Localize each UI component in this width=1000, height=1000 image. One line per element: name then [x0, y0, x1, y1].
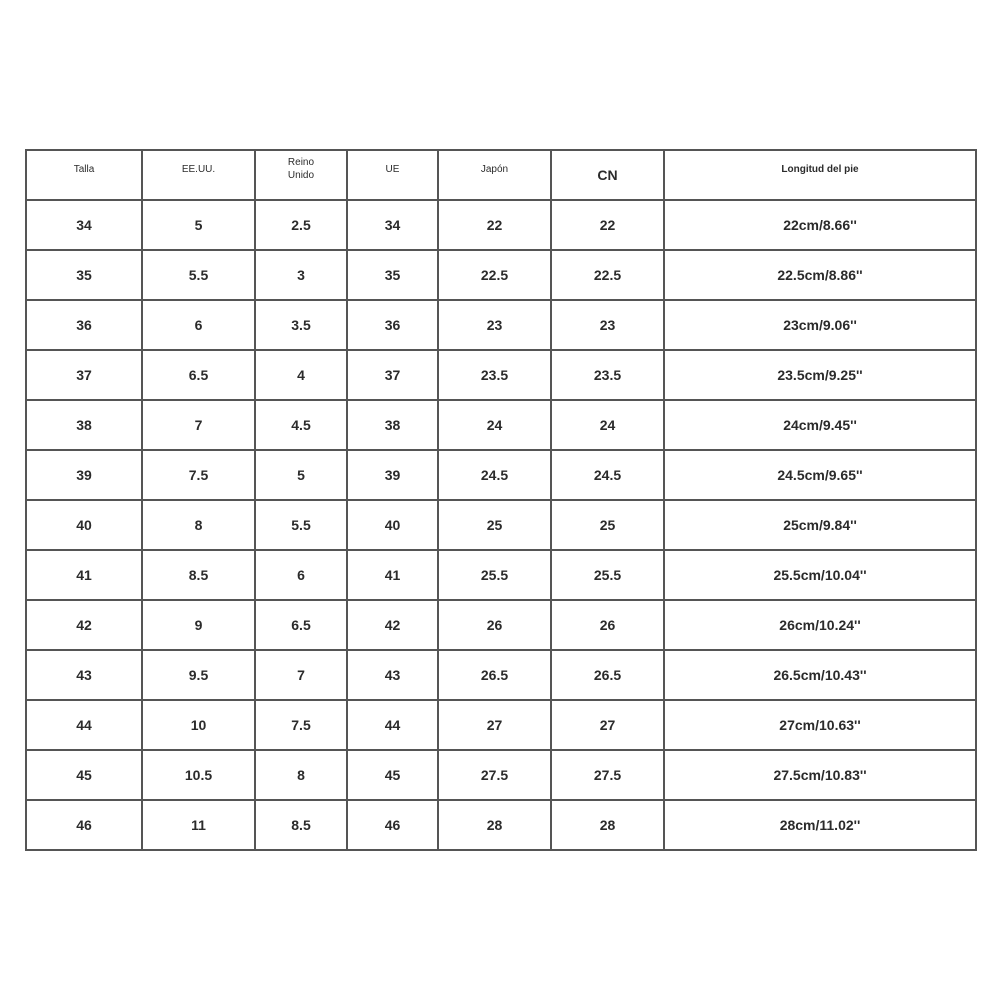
cell-eu: 46 — [347, 800, 438, 850]
cell-cn: 22.5 — [551, 250, 664, 300]
cell-talla: 34 — [26, 200, 142, 250]
cell-eu: 39 — [347, 450, 438, 500]
cell-cn: 27 — [551, 700, 664, 750]
cell-talla: 41 — [26, 550, 142, 600]
cell-uk: 6 — [255, 550, 347, 600]
cell-talla: 39 — [26, 450, 142, 500]
cell-talla: 44 — [26, 700, 142, 750]
cell-eu: 45 — [347, 750, 438, 800]
cell-japan: 28 — [438, 800, 551, 850]
header-eu: UE — [347, 150, 438, 200]
cell-cn: 27.5 — [551, 750, 664, 800]
cell-foot-length: 23.5cm/9.25'' — [664, 350, 976, 400]
cell-cn: 26.5 — [551, 650, 664, 700]
cell-uk: 4 — [255, 350, 347, 400]
table-row — [26, 500, 976, 550]
table-row — [26, 350, 976, 400]
cell-eu: 35 — [347, 250, 438, 300]
cell-eu: 42 — [347, 600, 438, 650]
cell-foot-length: 27.5cm/10.83'' — [664, 750, 976, 800]
cell-eu: 37 — [347, 350, 438, 400]
table-row — [26, 250, 976, 300]
cell-uk: 6.5 — [255, 600, 347, 650]
cell-cn: 24 — [551, 400, 664, 450]
cell-us: 6.5 — [142, 350, 255, 400]
cell-talla: 42 — [26, 600, 142, 650]
cell-foot-length: 26.5cm/10.43'' — [664, 650, 976, 700]
cell-us: 9.5 — [142, 650, 255, 700]
cell-japan: 25 — [438, 500, 551, 550]
header-japan: Japón — [438, 150, 551, 200]
cell-talla: 46 — [26, 800, 142, 850]
cell-us: 5 — [142, 200, 255, 250]
cell-us: 9 — [142, 600, 255, 650]
cell-talla: 40 — [26, 500, 142, 550]
size-chart-table — [25, 149, 977, 851]
cell-us: 11 — [142, 800, 255, 850]
table-row — [26, 400, 976, 450]
cell-japan: 25.5 — [438, 550, 551, 600]
cell-us: 7.5 — [142, 450, 255, 500]
cell-uk: 7.5 — [255, 700, 347, 750]
cell-foot-length: 23cm/9.06'' — [664, 300, 976, 350]
table-row — [26, 300, 976, 350]
cell-foot-length: 24cm/9.45'' — [664, 400, 976, 450]
header-uk: Reino Unido — [255, 150, 347, 200]
cell-japan: 26 — [438, 600, 551, 650]
cell-eu: 44 — [347, 700, 438, 750]
cell-uk: 8 — [255, 750, 347, 800]
cell-cn: 28 — [551, 800, 664, 850]
table-row — [26, 600, 976, 650]
cell-foot-length: 25cm/9.84'' — [664, 500, 976, 550]
header-row — [26, 150, 976, 200]
table-row — [26, 450, 976, 500]
cell-us: 8.5 — [142, 550, 255, 600]
cell-uk: 5 — [255, 450, 347, 500]
cell-us: 10.5 — [142, 750, 255, 800]
cell-foot-length: 22.5cm/8.86'' — [664, 250, 976, 300]
cell-cn: 22 — [551, 200, 664, 250]
cell-talla: 35 — [26, 250, 142, 300]
cell-japan: 22.5 — [438, 250, 551, 300]
table-row — [26, 200, 976, 250]
cell-foot-length: 28cm/11.02'' — [664, 800, 976, 850]
cell-japan: 24 — [438, 400, 551, 450]
cell-japan: 22 — [438, 200, 551, 250]
cell-talla: 45 — [26, 750, 142, 800]
cell-talla: 36 — [26, 300, 142, 350]
cell-japan: 23 — [438, 300, 551, 350]
cell-talla: 37 — [26, 350, 142, 400]
cell-foot-length: 24.5cm/9.65'' — [664, 450, 976, 500]
cell-uk: 5.5 — [255, 500, 347, 550]
header-talla: Talla — [26, 150, 142, 200]
table-row — [26, 550, 976, 600]
cell-cn: 26 — [551, 600, 664, 650]
header-foot-length: Longitud del pie — [664, 150, 976, 200]
table-row — [26, 700, 976, 750]
cell-japan: 23.5 — [438, 350, 551, 400]
cell-uk: 7 — [255, 650, 347, 700]
cell-japan: 26.5 — [438, 650, 551, 700]
cell-us: 8 — [142, 500, 255, 550]
cell-eu: 43 — [347, 650, 438, 700]
table-row — [26, 750, 976, 800]
cell-foot-length: 27cm/10.63'' — [664, 700, 976, 750]
cell-us: 5.5 — [142, 250, 255, 300]
cell-us: 10 — [142, 700, 255, 750]
cell-uk: 8.5 — [255, 800, 347, 850]
cell-foot-length: 25.5cm/10.04'' — [664, 550, 976, 600]
cell-uk: 3.5 — [255, 300, 347, 350]
cell-japan: 27 — [438, 700, 551, 750]
cell-cn: 25.5 — [551, 550, 664, 600]
cell-talla: 43 — [26, 650, 142, 700]
cell-talla: 38 — [26, 400, 142, 450]
cell-uk: 4.5 — [255, 400, 347, 450]
cell-japan: 24.5 — [438, 450, 551, 500]
cell-uk: 3 — [255, 250, 347, 300]
table-row — [26, 650, 976, 700]
cell-eu: 36 — [347, 300, 438, 350]
cell-japan: 27.5 — [438, 750, 551, 800]
cell-cn: 23 — [551, 300, 664, 350]
cell-us: 7 — [142, 400, 255, 450]
cell-eu: 41 — [347, 550, 438, 600]
cell-eu: 40 — [347, 500, 438, 550]
cell-cn: 23.5 — [551, 350, 664, 400]
cell-cn: 25 — [551, 500, 664, 550]
cell-eu: 34 — [347, 200, 438, 250]
cell-foot-length: 22cm/8.66'' — [664, 200, 976, 250]
table-body — [26, 200, 976, 850]
header-us: EE.UU. — [142, 150, 255, 200]
cell-uk: 2.5 — [255, 200, 347, 250]
cell-cn: 24.5 — [551, 450, 664, 500]
cell-us: 6 — [142, 300, 255, 350]
cell-eu: 38 — [347, 400, 438, 450]
header-cn: CN — [551, 150, 664, 200]
cell-foot-length: 26cm/10.24'' — [664, 600, 976, 650]
table-row — [26, 800, 976, 850]
